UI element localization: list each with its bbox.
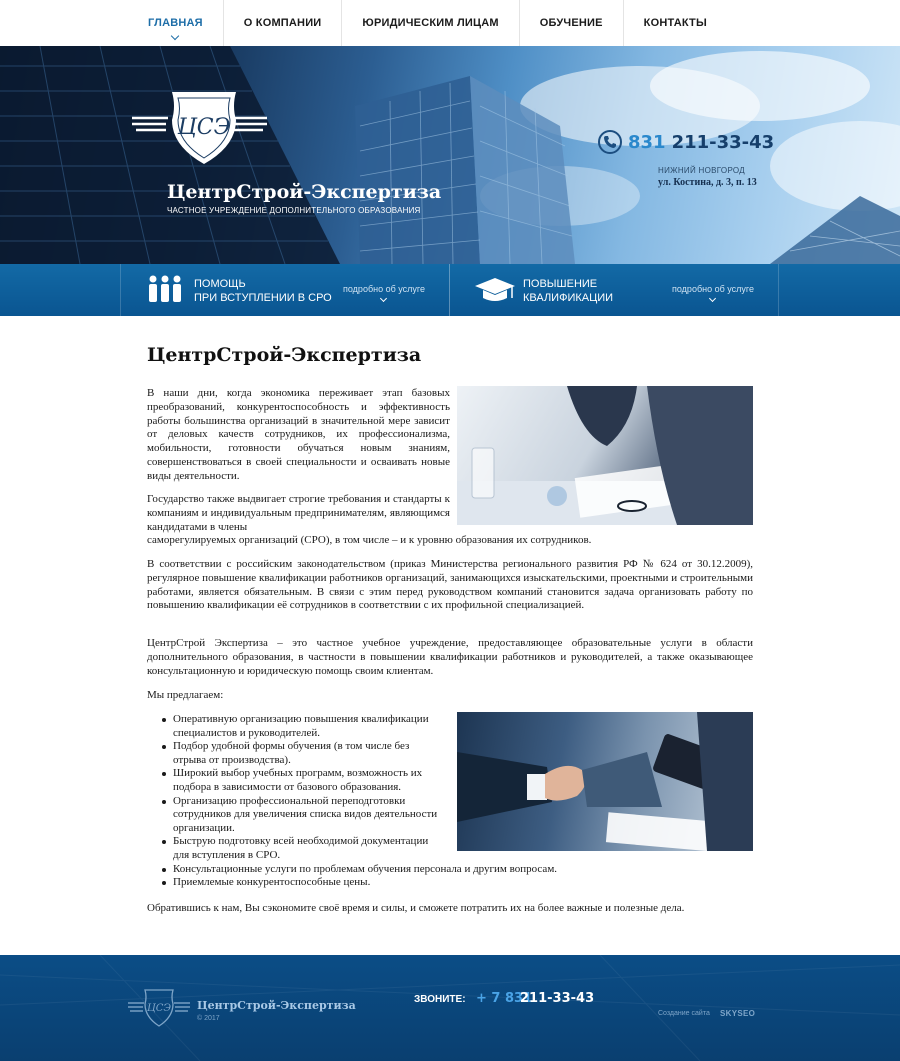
- paragraph-legislation: В соответствии с российским законодательством (приказ Министерства регионального развития РФ № 624 от 30.12.2009), регулярное повышение квалификации работников организаций, занимающихся изыскательскими, проектными и строительными работами, является обязательным. В связи с этим перед руководством компаний становится задача организовать работу по повышению квалификации её сотрудников в соответствии с их профильной специализацией.: [147, 558, 753, 612]
- service-sro-help[interactable]: [120, 264, 450, 316]
- footer-phone-code[interactable]: + 7 831: [476, 991, 533, 1006]
- header-phone[interactable]: [598, 128, 774, 156]
- nav-item-label: ЮРИДИЧЕСКИМ ЛИЦАМ: [362, 17, 499, 29]
- list-item: Оперативную организацию повышения квалификации специалистов и руководителей.: [173, 713, 443, 740]
- footer-call-label: ЗВОНИТЕ:: [414, 994, 466, 1005]
- svg-text:ЦСЭ: ЦСЭ: [146, 1003, 172, 1014]
- footer: [0, 955, 900, 1061]
- nav-item-label: О КОМПАНИИ: [243, 17, 322, 29]
- footer-phone-number[interactable]: 211-33-43: [520, 991, 595, 1006]
- logo-shield-icon: [132, 88, 267, 168]
- nav-item-training[interactable]: [520, 0, 624, 46]
- nav-item-about[interactable]: [224, 0, 343, 46]
- footer-made-by-label: Создание сайта: [658, 1010, 710, 1017]
- service-label: ПОМОЩЬ ПРИ ВСТУПЛЕНИИ В СРО: [194, 278, 332, 304]
- chevron-down-icon: [709, 295, 716, 302]
- list-item: Организацию профессиональной переподготовки сотрудников для увеличения списка видов деятельности организации.: [173, 795, 443, 836]
- list-item: Приемлемые конкурентоспособные цены.: [173, 876, 773, 890]
- nav-item-legal-entities[interactable]: [342, 0, 519, 46]
- nav-item-home[interactable]: [128, 0, 224, 46]
- footer-logo-icon: [128, 988, 190, 1028]
- offers-intro: Мы предлагаем:: [147, 689, 224, 701]
- list-item: Консультационные услуги по проблемам обучения персонала и другим вопросам.: [173, 863, 773, 877]
- service-label: ПОВЫШЕНИЕ КВАЛИФИКАЦИИ: [523, 278, 614, 304]
- nav-menu: [128, 0, 727, 46]
- nav-item-contacts[interactable]: [624, 0, 727, 46]
- top-navigation: [0, 0, 900, 46]
- svg-text:ЦСЭ: ЦСЭ: [177, 115, 231, 140]
- services-band: [0, 264, 900, 316]
- hero-banner: [0, 46, 900, 264]
- nav-item-label: ОБУЧЕНИЕ: [539, 17, 603, 29]
- paragraph-intro: В наши дни, когда экономика переживает этап базовых преобразований, конкурентоспособность и эффективность работы большинства организаций в значительной мере зависит от деловых качеств сотрудников, их профессионализма, мобильности, готовности обучаться новым знаниям, совершенствоваться в своей специальности и осваивать новые виды деятельности.: [147, 387, 450, 482]
- chevron-down-icon: [380, 295, 387, 302]
- brand-subtitle: ЧАСТНОЕ УЧРЕЖДЕНИЕ ДОПОЛНИТЕЛЬНОГО ОБРАЗОВАНИЯ: [167, 206, 421, 215]
- city-label: НИЖНИЙ НОВГОРОД: [658, 166, 745, 175]
- brand-title: ЦентрСтрой-Экспертиза: [167, 181, 442, 203]
- nav-item-label: КОНТАКТЫ: [643, 17, 707, 29]
- closing-paragraph: Обратившись к нам, Вы сэкономите своё время и силы, и сможете потратить их на более важные и полезные дела.: [147, 902, 685, 914]
- paragraph-requirements: Государство также выдвигает строгие требования и стандарты к компаниям и индивидуальным предпринимателям, являющимся кандидатами в члены саморегулируемых организаций (СРО), в том числе – и к уровню образования их сотрудников.: [147, 493, 592, 547]
- footer-brand: ЦентрСтрой-Экспертиза: [197, 999, 356, 1012]
- list-item: Быструю подготовку всей необходимой документации для вступления в СРО.: [173, 835, 443, 862]
- list-item: Широкий выбор учебных программ, возможность их подбора в зависимости от базового образования.: [173, 767, 443, 794]
- service-more-link[interactable]: подробно об услуге: [343, 284, 425, 294]
- phone-code: 831: [628, 131, 666, 153]
- page-title: ЦентрСтрой-Экспертиза: [147, 344, 422, 366]
- service-qualification[interactable]: [449, 264, 779, 316]
- service-more-link[interactable]: подробно об услуге: [672, 284, 754, 294]
- list-item: Подбор удобной формы обучения (в том числе без отрыва от производства).: [173, 740, 443, 767]
- nav-item-label: ГЛАВНАЯ: [148, 17, 203, 29]
- footer-developer-link[interactable]: SKYSEO: [720, 1009, 756, 1018]
- paragraph-about: ЦентрСтрой Экспертиза – это частное учебное учреждение, предоставляющее образовательные услуги в области дополнительного образования, в частности в повышении квалификации работников и руководителей, а также оказывающее консультационную и юридическую помощь своим клиентам.: [147, 637, 753, 677]
- phone-icon: [598, 130, 622, 154]
- address-label: ул. Костина, д. 3, п. 13: [658, 177, 757, 188]
- graduation-cap-icon: [474, 276, 516, 306]
- chevron-down-icon: [171, 32, 179, 40]
- phone-number: 211-33-43: [671, 131, 775, 153]
- people-icon: [147, 274, 183, 304]
- handshake-photo: [457, 712, 753, 851]
- footer-copyright: © 2017: [197, 1015, 220, 1022]
